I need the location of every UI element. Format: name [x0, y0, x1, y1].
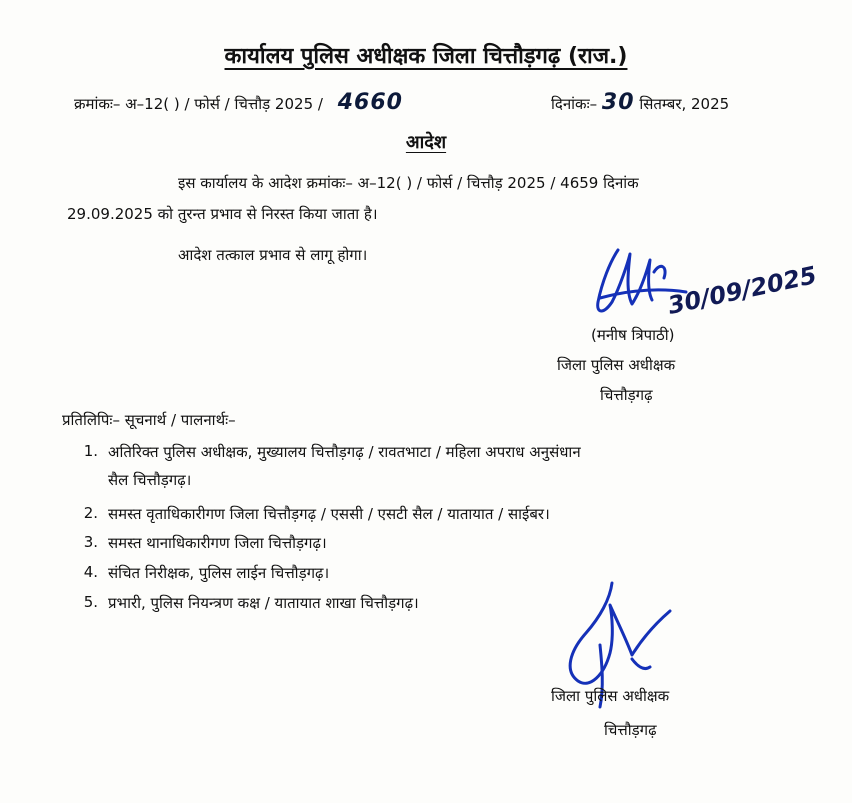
signatory-name: (मनीष त्रिपाठी): [591, 326, 675, 344]
order-paragraph-2: आदेश तत्काल प्रभाव से लागू होगा।: [178, 246, 368, 264]
list-item-number: 5.: [83, 593, 98, 611]
list-item-text: अतिरिक्त पुलिस अधीक्षक, मुख्यालय चित्तौड़गढ़ / रावतभाटा / महिला अपराध अनुसंधान: [108, 443, 581, 461]
copy-to-label: प्रतिलिपिः– सूचनार्थ / पालनार्थः–: [62, 411, 236, 429]
list-item-number: 4.: [83, 563, 98, 581]
signature-date: 30/09/2025: [665, 261, 820, 320]
order-heading: आदेश: [405, 132, 447, 153]
list-item-text-continued: सैल चित्तौड़गढ़।: [108, 471, 192, 489]
signatory-title: जिला पुलिस अधीक्षक: [557, 356, 676, 374]
list-item-number: 1.: [83, 442, 98, 460]
ref-number-handwritten: 4660: [337, 90, 403, 115]
list-item-number: 3.: [83, 533, 98, 551]
date-month-year: सितम्बर, 2025: [639, 95, 730, 113]
list-item-text: संचित निरीक्षक, पुलिस लाईन चित्तौड़गढ़।: [108, 564, 330, 582]
list-item-number: 2.: [83, 504, 98, 522]
list-item-text: समस्त वृताधिकारीगण जिला चित्तौड़गढ़ / एससी / एसटी सैल / यातायात / साईबर।: [108, 505, 550, 523]
list-item: [74, 533, 814, 557]
list-item: [74, 442, 814, 494]
date-day-handwritten: 30: [601, 90, 635, 115]
list-item: [74, 504, 814, 528]
footer-signatory-place: चित्तौड़गढ़: [604, 721, 657, 739]
order-paragraph-1-line-1: इस कार्यालय के आदेश क्रमांकः– अ–12( ) / फोर्स / चित्तौड़ 2025 / 4659 दिनांक: [178, 174, 639, 192]
ref-label: क्रमांकः– अ–12( ) / फोर्स / चित्तौड़ 2025 /: [74, 95, 323, 113]
date-label: दिनांकः–: [551, 95, 598, 113]
list-item-text: समस्त थानाधिकारीगण जिला चित्तौड़गढ़।: [108, 534, 327, 552]
signatory-place: चित्तौड़गढ़: [600, 386, 653, 404]
order-date: [551, 90, 729, 115]
office-title: कार्यालय पुलिस अधीक्षक जिला चित्तौड़गढ़ (राज.): [224, 44, 628, 69]
signature-1-icon: [590, 232, 840, 332]
footer-signatory-title: जिला पुलिस अधीक्षक: [551, 687, 670, 705]
list-item-text: प्रभारी, पुलिस नियन्त्रण कक्ष / यातायात शाखा चित्तौड़गढ़।: [108, 594, 419, 612]
order-reference: [74, 90, 403, 115]
order-paragraph-1-line-2: 29.09.2025 को तुरन्त प्रभाव से निरस्त किया जाता है।: [67, 205, 378, 223]
